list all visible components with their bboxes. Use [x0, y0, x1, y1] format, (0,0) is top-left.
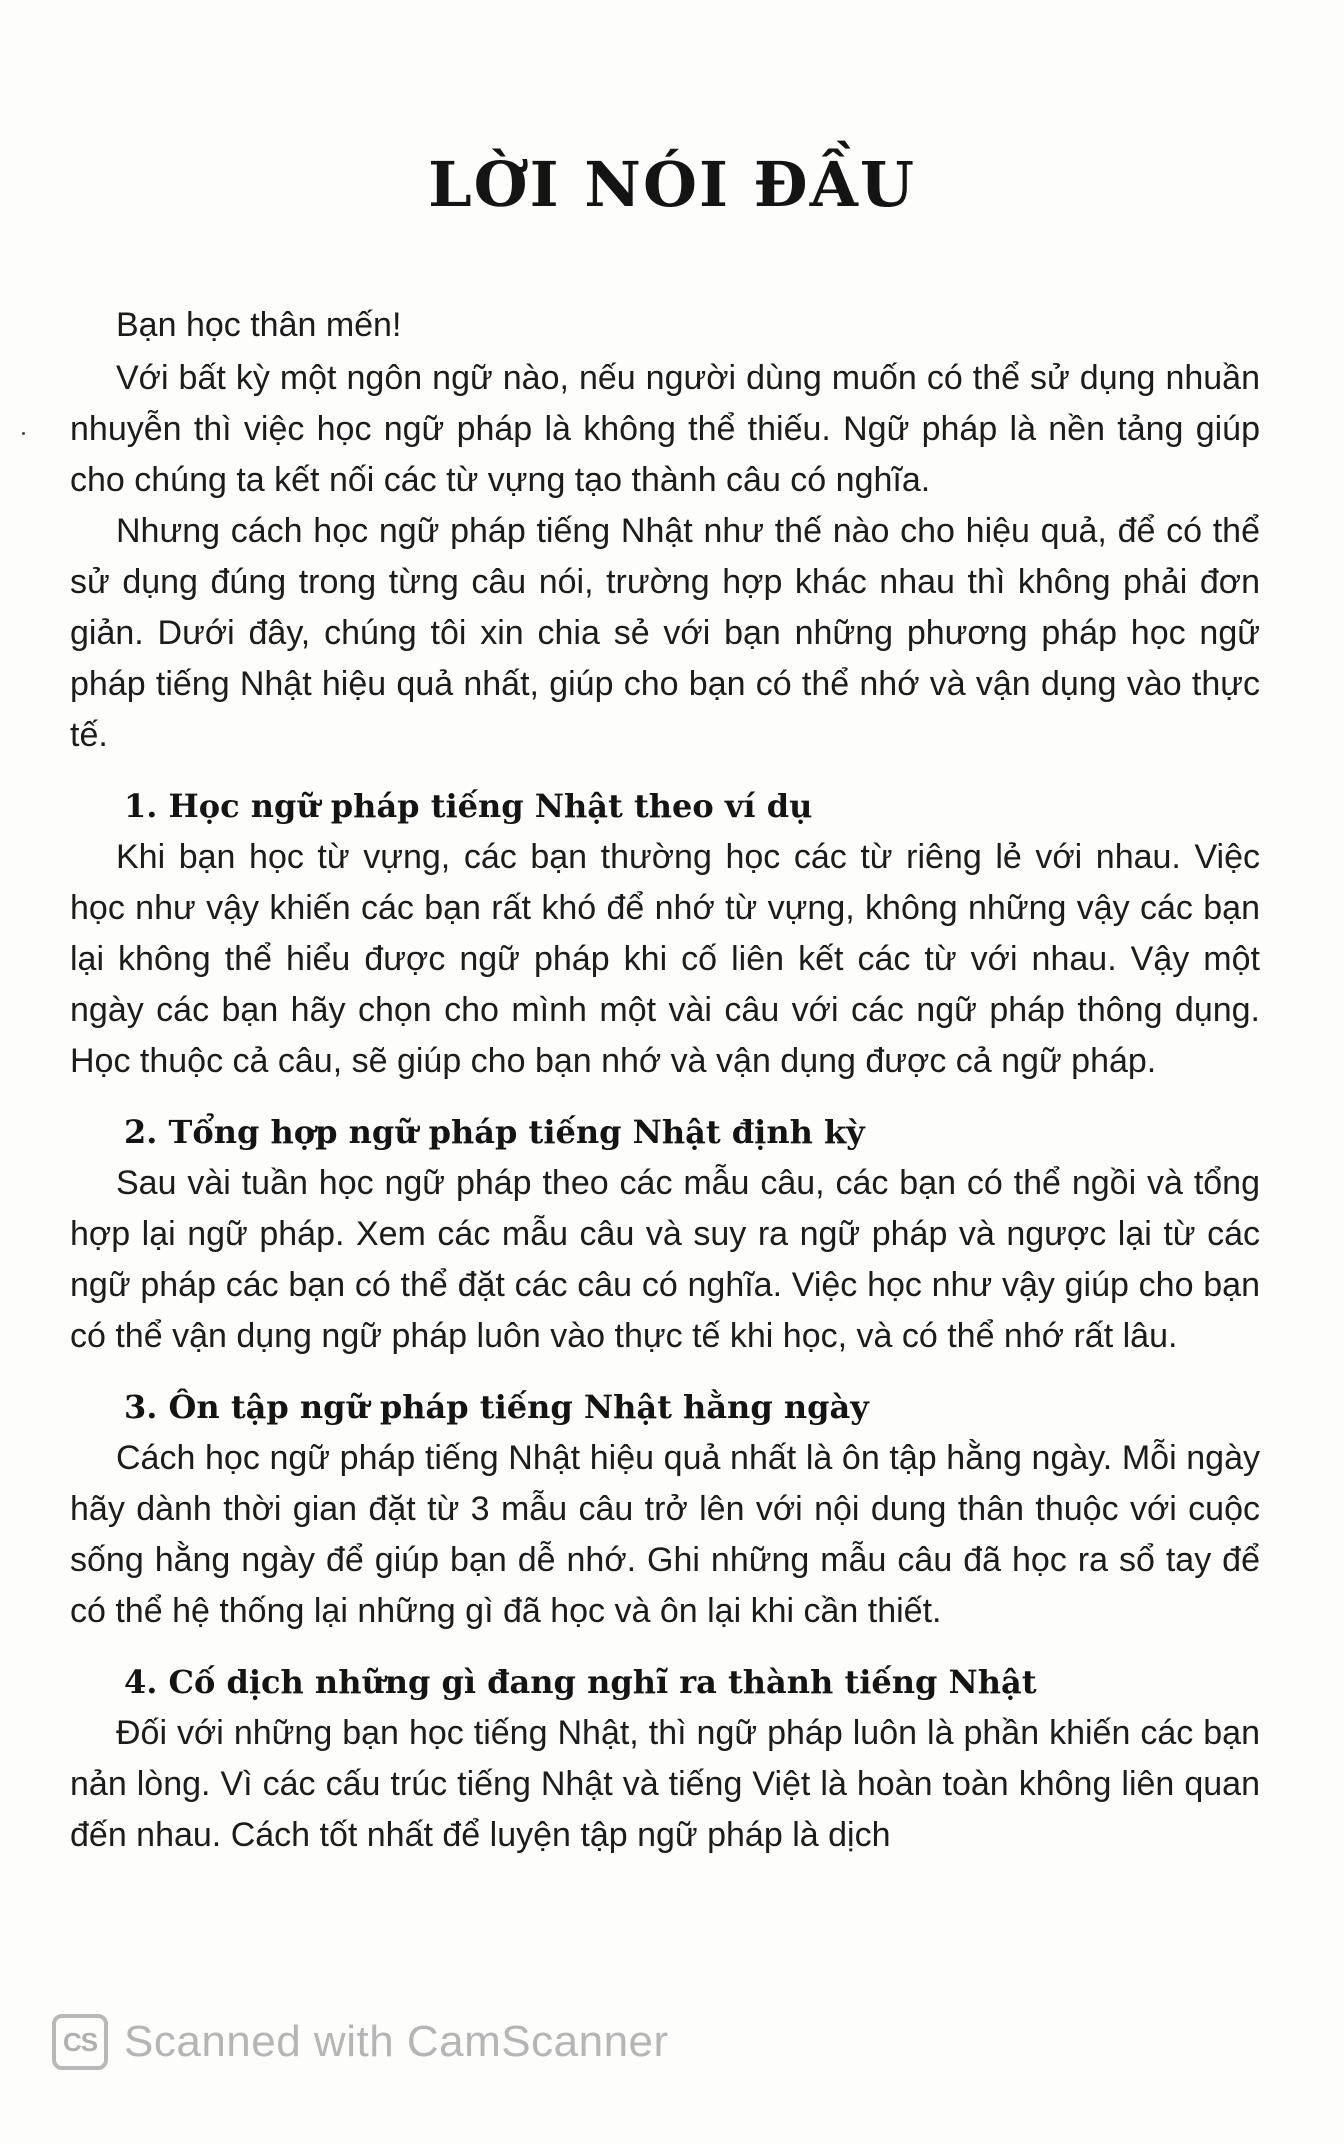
page-title: LỜI NÓI ĐẦU	[428, 148, 916, 221]
section-paragraph: Sau vài tuần học ngữ pháp theo các mẫu câu, các bạn có thể ngồi và tổng hợp lại ngữ pháp. Xem các mẫu câu và suy ra ngữ pháp và ngược lại từ các ngữ pháp các bạn có thể đặt các câu có nghĩa. Việc học như vậy giúp cho bạn có thể vận dụng ngữ pháp luôn vào thực tế khi học, và có thể nhớ rất lâu.	[70, 1164, 1260, 1355]
intro-paragraph: Với bất kỳ một ngôn ngữ nào, nếu người dùng muốn có thể sử dụng nhuần nhuyễn thì việc học ngữ pháp là không thể thiếu. Ngữ pháp là nền tảng giúp cho chúng ta kết nối các từ vựng tạo thành câu có nghĩa.	[70, 359, 1260, 499]
watermark-text: Scanned with CamScanner	[124, 2017, 669, 2066]
document-body	[70, 300, 1260, 1861]
margin-speck	[22, 432, 25, 435]
section-heading: 2. Tổng hợp ngữ pháp tiếng Nhật định kỳ	[124, 1113, 865, 1151]
section-paragraph: Đối với những bạn học tiếng Nhật, thì ngữ pháp luôn là phần khiến các bạn nản lòng. Vì các cấu trúc tiếng Nhật và tiếng Việt là hoàn toàn không liên quan đến nhau. Cách tốt nhất để luyện tập ngữ pháp là dịch	[70, 1714, 1260, 1854]
camscanner-logo-icon: CS	[52, 2014, 108, 2070]
section-heading: 1. Học ngữ pháp tiếng Nhật theo ví dụ	[124, 787, 813, 825]
intro-paragraph: Nhưng cách học ngữ pháp tiếng Nhật như thế nào cho hiệu quả, để có thể sử dụng đúng trong từng câu nói, trường hợp khác nhau thì không phải đơn giản. Dưới đây, chúng tôi xin chia sẻ với bạn những phương pháp học ngữ pháp tiếng Nhật hiệu quả nhất, giúp cho bạn có thể nhớ và vận dụng vào thực tế.	[70, 512, 1260, 754]
section-paragraph: Cách học ngữ pháp tiếng Nhật hiệu quả nhất là ôn tập hằng ngày. Mỗi ngày hãy dành thời gian đặt từ 3 mẫu câu trở lên với nội dung thân thuộc với cuộc sống hằng ngày để giúp bạn dễ nhớ. Ghi những mẫu câu đã học ra sổ tay để có thể hệ thống lại những gì đã học và ôn lại khi cần thiết.	[70, 1439, 1260, 1630]
camscanner-watermark	[52, 2012, 669, 2072]
section-paragraph: Khi bạn học từ vựng, các bạn thường học các từ riêng lẻ với nhau. Việc học như vậy khiến các bạn rất khó để nhớ từ vựng, không những vậy các bạn lại không thể hiểu được ngữ pháp khi cố liên kết các từ với nhau. Vậy một ngày các bạn hãy chọn cho mình một vài câu với các ngữ pháp thông dụng. Học thuộc cả câu, sẽ giúp cho bạn nhớ và vận dụng được cả ngữ pháp.	[70, 838, 1260, 1080]
greeting: Bạn học thân mến!	[116, 306, 402, 344]
section-heading: 3. Ôn tập ngữ pháp tiếng Nhật hằng ngày	[124, 1388, 869, 1426]
section-heading: 4. Cố dịch những gì đang nghĩ ra thành tiếng Nhật	[124, 1663, 1037, 1701]
